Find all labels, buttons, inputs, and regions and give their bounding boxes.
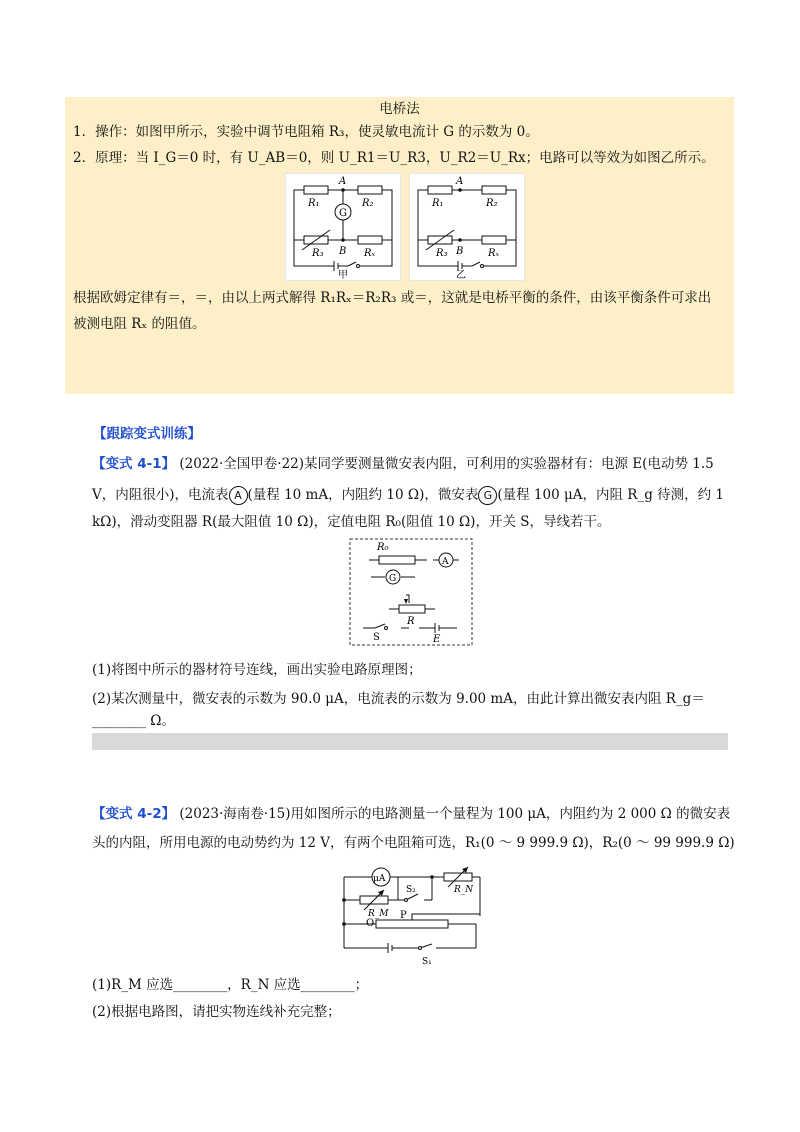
q41-text-1: (2022·全国甲卷·22)某同学要测量微安表内阻，可利用的实验器材有：电源 E(电动势 1.5 (179, 456, 714, 472)
q41-sub-1: (1)将图中所示的器材符号连线，画出实验电路原理图； (92, 662, 422, 678)
q41-line-2 (92, 485, 724, 505)
rheostat-label: R (407, 616, 415, 627)
slider-p-label: P (400, 910, 407, 921)
microammeter-symbol: G (478, 486, 497, 505)
r0-label: R₀ (377, 542, 389, 553)
node-a-label: A (456, 176, 464, 187)
r3-label: R₃ (312, 248, 324, 259)
separator-bar (92, 733, 728, 750)
galvanometer-label: G (389, 574, 397, 584)
r3-label: R₃ (436, 248, 448, 259)
box-title: 电桥法 (379, 101, 420, 117)
figure-yi (409, 173, 525, 281)
rx-label: Rₓ (488, 248, 500, 259)
box-line-1: 1．操作：如图甲所示，实验中调节电阻箱 R₃，使灵敏电流计 G 的示数为 0。 (73, 124, 539, 140)
galvanometer-label: G (339, 208, 347, 219)
node-b-label: B (339, 246, 347, 257)
figure-caption-yi: 乙 (456, 270, 466, 280)
bridge-circuit-yi (410, 174, 524, 280)
node-b-label: B (456, 246, 464, 257)
q41-text-2b: (量程 10 mA，内阻约 10 Ω)，微安表 (247, 487, 479, 503)
q41-tag: 【变式 4-1】 (92, 456, 176, 472)
ammeter-symbol: A (229, 486, 248, 505)
q41-sub-2b: ________ Ω。 (92, 713, 175, 729)
rx-label: Rₓ (364, 248, 376, 259)
r1-label: R₁ (308, 198, 320, 209)
q41-text-2c: (量程 100 μA，内阻 R_g 待测，约 1 (497, 487, 725, 503)
r2-label: R₂ (362, 198, 374, 209)
r1-label: R₁ (432, 198, 444, 209)
q41-sub-2: (2)某次测量中，微安表的示数为 90.0 μA，电流表的示数为 9.00 mA，由此计算出微安表内阻 R_g＝ (92, 691, 705, 707)
q42-line-1 (92, 804, 730, 824)
q41-line-3: kΩ)，滑动变阻器 R(最大阻值 10 Ω)，定值电阻 R₀(阻值 10 Ω)，开关 S，导线若干。 (92, 514, 611, 530)
method-box (65, 97, 734, 394)
figure-jia (285, 173, 401, 281)
bridge-circuit-jia (286, 174, 400, 280)
q42-sub-1: (1)R_M 应选________，R_N 应选________； (92, 977, 369, 993)
q42-line-2: 头的内阻，所用电源的电动势约为 12 V，有两个电阻箱可选，R₁(0 ～ 9 999.9 Ω)，R₂(0 ～ 99 999.9 Ω) (92, 835, 735, 851)
box-line-4: 被测电阻 Rₓ 的阻值。 (73, 316, 206, 332)
rn-label: R_N (454, 885, 474, 895)
q42-tag: 【变式 4-2】 (92, 806, 176, 822)
q41-figure (349, 538, 473, 646)
source-label: E (433, 634, 441, 645)
r2-label: R₂ (486, 198, 498, 209)
node-a-label: A (339, 176, 347, 187)
q42-text-1: (2023·海南卷·15)用如图所示的电路测量一个量程为 100 μA，内阻约为 2 000 Ω 的微安表 (179, 806, 731, 822)
q42-circuit (336, 860, 486, 968)
rm-label: R_M (368, 909, 389, 919)
q41-line-1 (92, 454, 714, 474)
switch-label: S (373, 632, 380, 643)
point-o-label: O (366, 918, 375, 929)
box-line-2: 2．原理：当 I_G＝0 时，有 U_AB＝0，则 U_R1＝U_R3，U_R2＝U_Rx；电路可以等效为如图乙所示。 (73, 150, 715, 166)
q42-figure (336, 860, 486, 968)
microammeter-label: μA (373, 874, 386, 884)
figure-caption-jia: 甲 (338, 270, 348, 280)
q42-sub-2: (2)根据电路图，请把实物连线补充完整； (92, 1004, 341, 1020)
s2-label: S₂ (406, 885, 416, 895)
s1-label: S₁ (422, 957, 432, 967)
q41-text-2a: V，内阻很小)，电流表 (92, 487, 229, 503)
box-line-3: 根据欧姆定律有＝，＝，由以上两式解得 R₁Rₓ＝R₂R₃ 或＝，这就是电桥平衡的条件，由该平衡条件可求出 (73, 290, 712, 306)
ammeter-label: A (442, 557, 449, 567)
q41-components (349, 538, 473, 646)
section-title: 【跟踪变式训练】 (93, 426, 201, 442)
